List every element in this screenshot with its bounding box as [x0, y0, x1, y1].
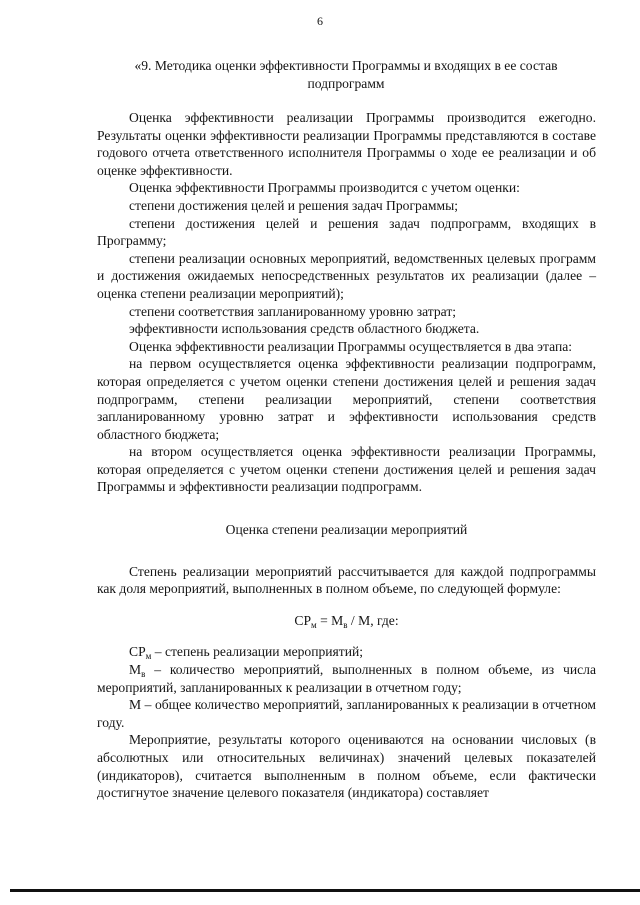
list-item: степени достижения целей и решения задач Программы; — [129, 197, 458, 213]
definition-symbol: СР — [129, 644, 146, 660]
list-item: эффективности использования средств областного бюджета. — [129, 321, 480, 337]
list-item: на первом осуществляется оценка эффективности реализации подпрограмм, которая определяется с учетом оценки степени достижения целей и решения задач подпрограмм, степени реализации мероприятий, степени соответствия запланированному уровню затрат и эффективности использования средств областного бюджета; — [97, 356, 596, 442]
formula — [97, 612, 596, 630]
formula-eq: = М — [316, 612, 344, 628]
formula-rest: / М, где: — [347, 612, 399, 628]
definition-subscript: м — [145, 651, 152, 662]
definition-text: – количество мероприятий, выполненных в полном объеме, из числа мероприятий, запланированных к реализации в отчетном году; — [97, 662, 596, 695]
definition-text: – степень реализации мероприятий; — [151, 644, 364, 660]
list-item: степени достижения целей и решения задач подпрограмм, входящих в Программу; — [97, 215, 596, 249]
paragraph: Оценка эффективности Программы производится с учетом оценки: — [129, 180, 520, 196]
formula-lhs-subscript: м — [311, 619, 317, 630]
definition — [97, 643, 596, 661]
formula-m-subscript: в — [343, 619, 348, 630]
list-item: на втором осуществляется оценка эффективности реализации Программы, которая определяется с учетом оценки степени достижения целей и решения задач Программы и эффективности реализации подпрограмм. — [97, 444, 596, 495]
document-body — [97, 109, 596, 802]
paragraph: Оценка эффективности реализации Программы производится ежегодно. Результаты оценки эффективности реализации Программы представляются в составе годового отчета ответственного исполнителя Программы о ходе ее реализации и об оценке эффективности. — [97, 110, 596, 178]
formula-lhs: СР — [294, 612, 312, 628]
paragraph: Степень реализации мероприятий рассчитывается для каждой подпрограммы как доля мероприятий, выполненных в полном объеме, по следующей формуле: — [97, 563, 596, 597]
definition-subscript: в — [141, 669, 146, 680]
definition: М – общее количество мероприятий, запланированных к реализации в отчетном году. — [97, 697, 596, 730]
section-title: «9. Методика оценки эффективности Программы и входящих в ее состав подпрограмм — [134, 58, 558, 91]
list-item: степени соответствия запланированному уровню затрат; — [129, 303, 457, 319]
paragraph: Мероприятие, результаты которого оцениваются на основании числовых (в абсолютных или относительных величинах) значений целевых показателей (индикаторов), считается выполненным в полном объеме, если фактически достигнутое значение целевого показателя (индикатора) составляет — [97, 732, 596, 801]
page-number: 6 — [317, 14, 323, 28]
list-item: степени реализации основных мероприятий, ведомственных целевых программ и достижения ожидаемых непосредственных результатов их реализации (далее – оценка степени реализации мероприятий); — [97, 250, 596, 301]
definition-symbol: М — [129, 662, 142, 678]
subheading: Оценка степени реализации мероприятий — [225, 522, 468, 538]
paragraph: Оценка эффективности реализации Программы осуществляется в два этапа: — [129, 338, 573, 354]
scan-footer-line — [10, 889, 640, 892]
definition — [97, 661, 596, 696]
